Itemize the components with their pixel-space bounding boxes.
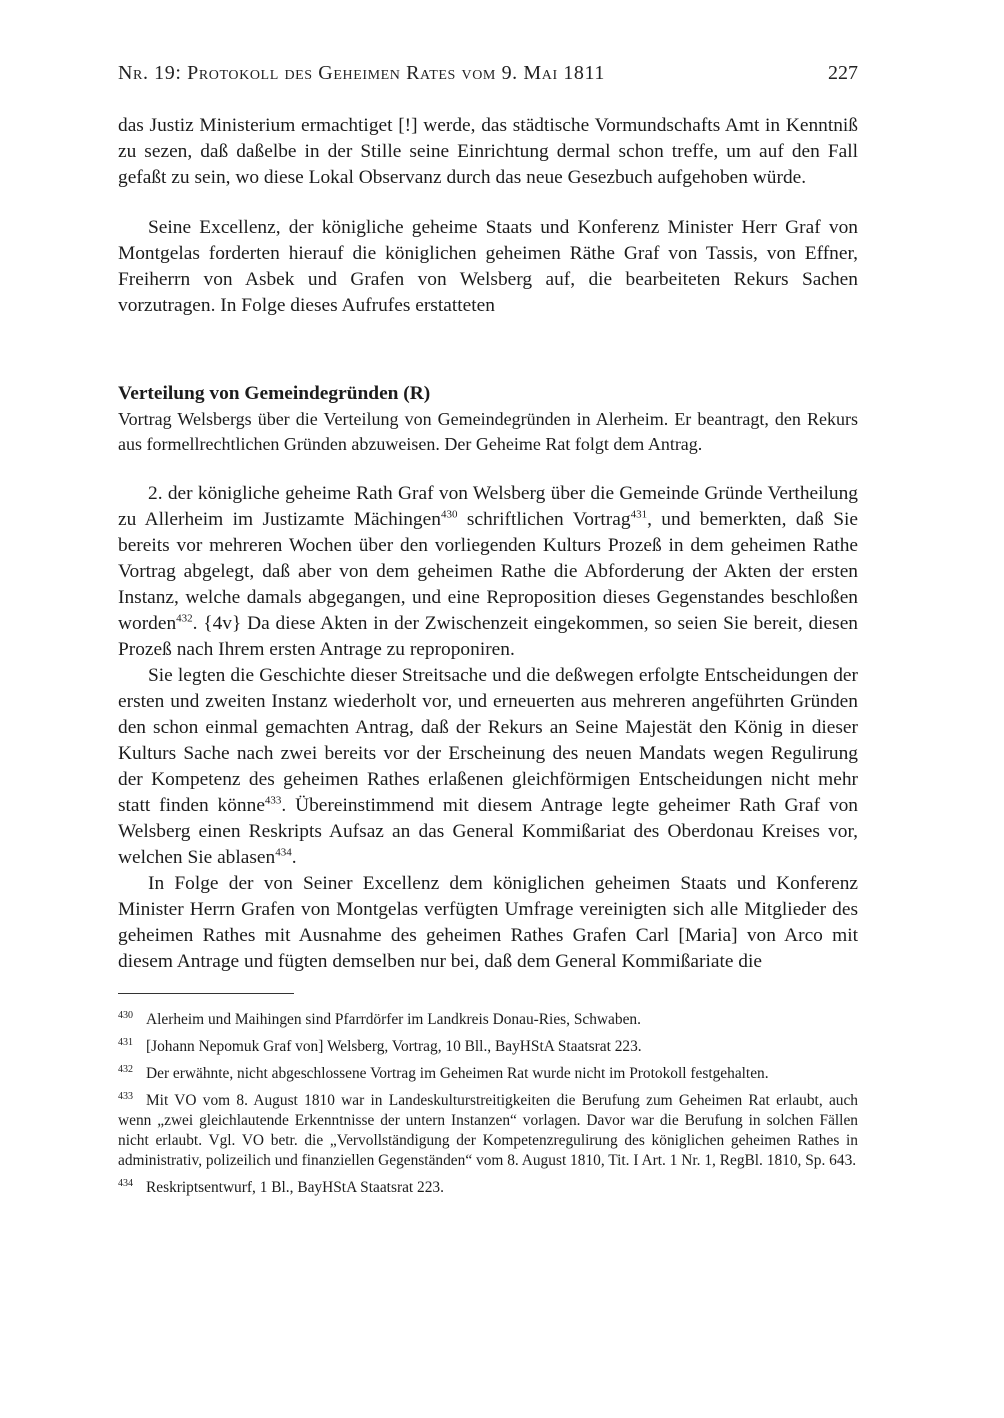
footnote-434: 434 Reskriptsentwurf, 1 Bl., BayHStA Staatsrat 223.: [118, 1177, 444, 1196]
footnote-text: Mit VO vom 8. August 1810 war in Landeskulturstreitigkeiten die Berufung zum Geheimen Rat erlaubt, auch wenn „zwei gleichlautende Erkenntnisse der untern Instanzen“ vorlagen. Davor war die Berufung in solchen Fällen nicht erlaubt. Vgl. VO betr. die „Vervollständigung der Kompetenzregulirung des königlichen geheimen Rathes in administrativ, polizeilich und finanziellen Gegenständen“ vom 8. August 1810, Tit. I Art. 1 Nr. 1, RegBl. 1810, Sp. 643.: [118, 1092, 858, 1169]
page-number: 227: [828, 62, 858, 84]
footnote-text: Alerheim und Maihingen sind Pfarrdörfer im Landkreis Donau-Ries, Schwaben.: [146, 1011, 641, 1028]
footnote-433: 433 Mit VO vom 8. August 1810 war in Landeskulturstreitigkeiten die Berufung zum Geheimen Rat erlaubt, auch wenn „zwei gleichlautende Erkenntnisse der untern Instanzen“ vorlagen. Davor war die Berufung in solchen Fällen nicht erlaubt. Vgl. VO betr. die „Vervollständigung der Kompetenzregulirung des königlichen geheimen Rathes in administrativ, polizeilich und finanziellen Gegenständen“ vom 8. August 1810, Tit. I Art. 1 Nr. 1, RegBl. 1810, Sp. 643.: [118, 1090, 858, 1169]
footnote-ref-434[interactable]: 434: [275, 846, 292, 859]
footnote-text: Der erwähnte, nicht abgeschlossene Vortrag im Geheimen Rat wurde nicht im Protokoll festgehalten.: [146, 1065, 769, 1082]
text-run: , und bemerkten, daß Sie bereits vor mehreren Wochen über den vorliegenden Kulturs Prozeß in dem geheimen Rathe Vortrag abgelegt, daß aber von dem geheimen Rathe die Abforderung der Akten der ersten Instanz, welche damals abgegangen, und eine Reproposition dieses Gegenstandes beschloßen worden: [118, 509, 859, 634]
footnote-text: [Johann Nepomuk Graf von] Welsberg, Vortrag, 10 Bll., BayHStA Staatsrat 223.: [146, 1038, 642, 1055]
text-run: .: [291, 847, 297, 868]
footnote-ref-432[interactable]: 432: [176, 612, 193, 625]
footnote-430: 430 Alerheim und Maihingen sind Pfarrdörfer im Landkreis Donau-Ries, Schwaben.: [118, 1009, 641, 1028]
footnote-ref-433[interactable]: 433: [264, 794, 282, 807]
text-run: . Übereinstimmend mit diesem Antrage legte geheimer Rath Graf von Welsberg einen Reskripts Aufsaz an das General Kommißariat des Oberdonau Kreises vor, welchen Sie ablasen: [118, 795, 858, 868]
footnote-ref-431[interactable]: 431: [630, 508, 648, 521]
paragraph-umfrage: In Folge der von Seiner Excellenz dem königlichen geheimen Staats und Konferenz Minister Herrn Grafen von Montgelas verfügten Umfrage vereinigten sich alle Mitglieder des geheimen Rathes mit Ausnahme des geheimen Rathes Grafen Carl [Maria] von Arco mit diesem Antrage und fügten demselben nur bei, daß dem General Kommißariate die: [118, 873, 858, 972]
text-run: schriftlichen Vortrag: [457, 509, 631, 530]
section-heading: Verteilung von Gemeindegründen (R): [118, 383, 431, 404]
text-run: 2. der königliche geheime Rath Graf von Welsberg über die Gemeinde Gründe Vertheilung zu Allerheim im Justizamte Mächingen: [118, 483, 858, 530]
paragraph-geschichte: [118, 663, 858, 871]
paragraph-continuation: das Justiz Ministerium ermachtiget [!] werde, das städtische Vormundschafts Amt in Kenntniß zu sezen, daß daßelbe in der Stille seine Einrichtung dermal schon treffe, um auf den Fall gefaßt zu sein, wo diese Lokal Observanz durch das neue Gesezbuch aufgehoben würde.: [118, 115, 858, 188]
running-header: [118, 62, 858, 85]
document-page: [118, 62, 858, 1205]
footnote-ref-430[interactable]: 430: [440, 508, 458, 521]
footnote-432: 432 Der erwähnte, nicht abgeschlossene Vortrag im Geheimen Rat wurde nicht im Protokoll festgehalten.: [118, 1063, 769, 1082]
text-run: Sie legten die Geschichte dieser Streitsache und die deßwegen erfolgte Entscheidungen der ersten und zweiten Instanz wiederholt vor, und erneuerten aus mehreren angeführten Gründen den schon einmal gemachten Antrag, daß der Rekurs an Seine Majestät den König in dieser Kulturs Sache nach zwei bereits vor der Erscheinung des neuen Mandats wegen Regulirung der Kompetenz des geheimen Rathes erlaßenen gleichförmigen Entscheidungen nicht mehr statt finden könne: [118, 665, 858, 816]
section-summary: Vortrag Welsbergs über die Verteilung von Gemeindegründen in Alerheim. Er beantragt, den Rekurs aus formellrechtlichen Gründen abzuweisen. Der Geheime Rat folgt dem Antrag.: [118, 409, 858, 454]
footnote-text: Reskriptsentwurf, 1 Bl., BayHStA Staatsrat 223.: [146, 1179, 444, 1196]
text-run: . {4v} Da diese Akten in der Zwischenzeit eingekommen, so seien Sie bereit, diesen Prozeß nach Ihrem ersten Antrage zu reproponiren.: [118, 613, 858, 660]
main-text: [118, 113, 858, 975]
paragraph-welsberg-vortrag: [118, 481, 858, 663]
footnote-431: 431 [Johann Nepomuk Graf von] Welsberg, Vortrag, 10 Bll., BayHStA Staatsrat 223.: [118, 1036, 642, 1055]
footnotes: [118, 1010, 858, 1198]
footnote-divider: [118, 993, 294, 994]
paragraph-montgelas: Seine Excellenz, der königliche geheime Staats und Konferenz Minister Herr Graf von Montgelas forderten hierauf die königlichen geheimen Räthe Graf von Tassis, von Effner, Freiherrn von Asbek und Grafen von Welsberg auf, die bearbeiteten Rekurs Sachen vorzutragen. In Folge dieses Aufrufes erstatteten: [118, 217, 858, 316]
running-title: Nr. 19: Protokoll des Geheimen Rates vom 9. Mai 1811: [118, 62, 605, 84]
